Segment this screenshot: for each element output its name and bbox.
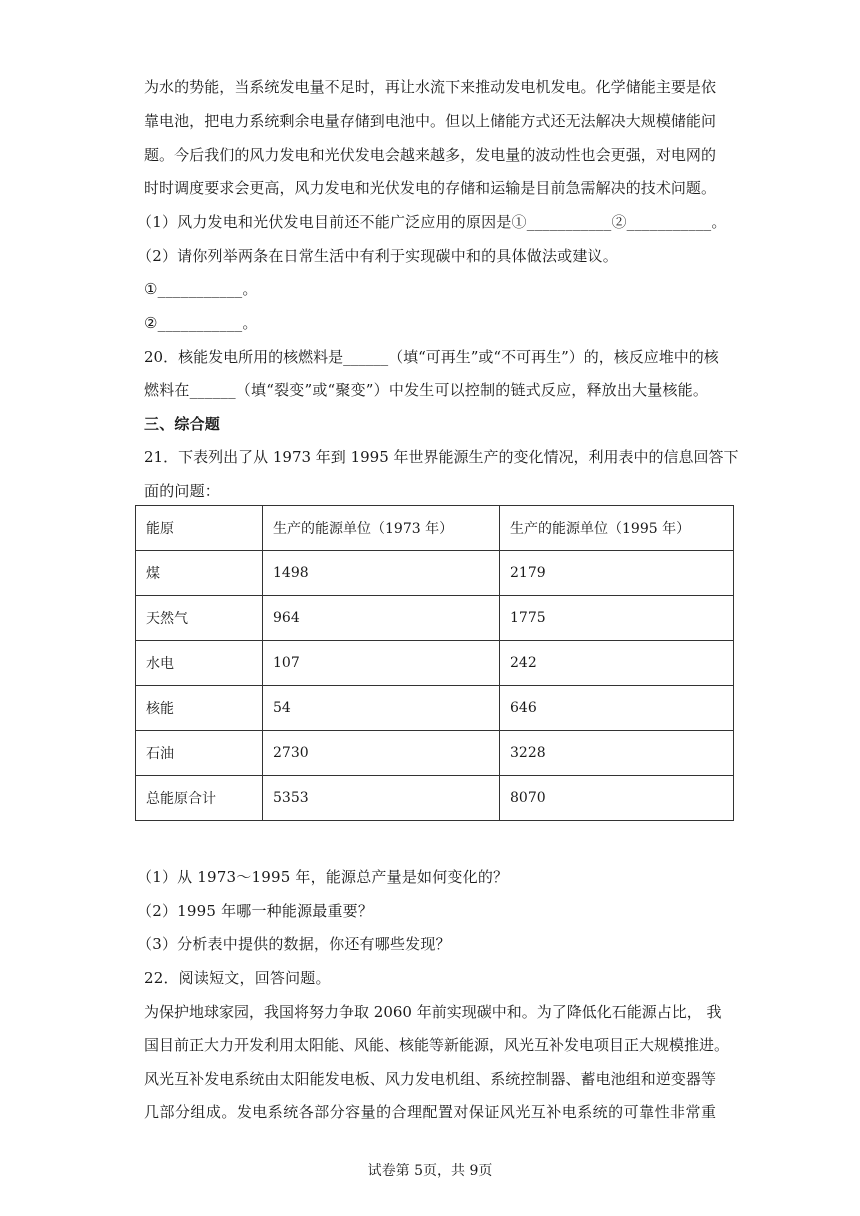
table-row <box>136 596 734 641</box>
q22-passage-line: 风光互补发电系统由太阳能发电板、风力发电机组、系统控制器、蓄电池组和逆变器等 <box>144 1070 716 1088</box>
q20-line: 燃料在______（填“裂变”或“聚变”）中发生可以控制的链式反应，释放出大量核能。 <box>144 381 709 399</box>
q21-stem: 21．下表列出了从 1973 年到 1995 年世界能源生产的变化情况，利用表中的信息回答下 <box>144 448 739 466</box>
section-title: 三、综合题 <box>144 415 221 433</box>
q21-question: （2）1995 年哪一种能源最重要？ <box>137 902 374 920</box>
q19-answer-1: ①___________。 <box>144 280 258 298</box>
table-header: 生产的能源单位（1995 年） <box>500 506 734 551</box>
page-footer: 试卷第 5页，共 9页 <box>367 1163 493 1179</box>
table-header: 生产的能源单位（1973 年） <box>263 506 500 551</box>
table-cell: 水电 <box>136 641 263 686</box>
table-cell: 1775 <box>500 596 734 641</box>
table-cell: 煤 <box>136 551 263 596</box>
table-cell: 107 <box>263 641 500 686</box>
q21-question: （1）从 1973～1995 年，能源总产量是如何变化的？ <box>137 868 509 886</box>
table-cell: 总能原合计 <box>136 776 263 821</box>
energy-table <box>135 505 734 821</box>
q19-answer-2: ②___________。 <box>144 314 258 332</box>
table-cell: 2179 <box>500 551 734 596</box>
q22-passage-line: 为保护地球家园，我国将努力争取 2060 年前实现碳中和。为了降低化石能源占比， 我 <box>144 1003 722 1021</box>
q22-passage-line: 国目前正大力开发利用太阳能、风能、核能等新能源，风光互补发电项目正大规模推进。 <box>144 1036 730 1054</box>
table-row <box>136 641 734 686</box>
table-cell: 646 <box>500 686 734 731</box>
table-cell: 2730 <box>263 731 500 776</box>
table-cell: 242 <box>500 641 734 686</box>
q20-line: 20．核能发电所用的核燃料是______（填“可再生”或“不可再生”）的，核反应堆中的核 <box>144 348 719 366</box>
table-row <box>136 776 734 821</box>
passage-line: 时时调度要求会更高，风力发电和光伏发电的存储和运输是目前急需解决的技术问题。 <box>144 179 716 197</box>
table-cell: 964 <box>263 596 500 641</box>
q21-stem: 面的问题： <box>144 482 221 500</box>
table-cell: 3228 <box>500 731 734 776</box>
passage-line: 为水的势能，当系统发电量不足时，再让水流下来推动发电机发电。化学储能主要是依 <box>144 78 716 96</box>
q19-subquestion-2: （2）请你列举两条在日常生活中有利于实现碳中和的具体做法或建议。 <box>137 247 618 265</box>
passage-line: 题。今后我们的风力发电和光伏发电会越来越多，发电量的波动性也会更强，对电网的 <box>144 146 716 164</box>
q21-question: （3）分析表中提供的数据，你还有哪些发现？ <box>137 935 451 953</box>
q22-title: 22．阅读短文，回答问题。 <box>144 969 331 987</box>
table-cell: 8070 <box>500 776 734 821</box>
table-cell: 核能 <box>136 686 263 731</box>
table-header: 能原 <box>136 506 263 551</box>
table-row <box>136 686 734 731</box>
table-row <box>136 551 734 596</box>
table-cell: 5353 <box>263 776 500 821</box>
q22-passage-line: 几部分组成。发电系统各部分容量的合理配置对保证风光互补电系统的可靠性非常重 <box>144 1103 716 1121</box>
table-cell: 石油 <box>136 731 263 776</box>
table-cell: 天然气 <box>136 596 263 641</box>
table-cell: 54 <box>263 686 500 731</box>
table-row <box>136 731 734 776</box>
table-cell: 1498 <box>263 551 500 596</box>
q19-subquestion-1: （1）风力发电和光伏发电目前还不能广泛应用的原因是①___________②___________。 <box>137 213 727 231</box>
table-header-row <box>136 506 734 551</box>
passage-line: 靠电池，把电力系统剩余电量存储到电池中。但以上储能方式还无法解决大规模储能问 <box>144 112 716 130</box>
